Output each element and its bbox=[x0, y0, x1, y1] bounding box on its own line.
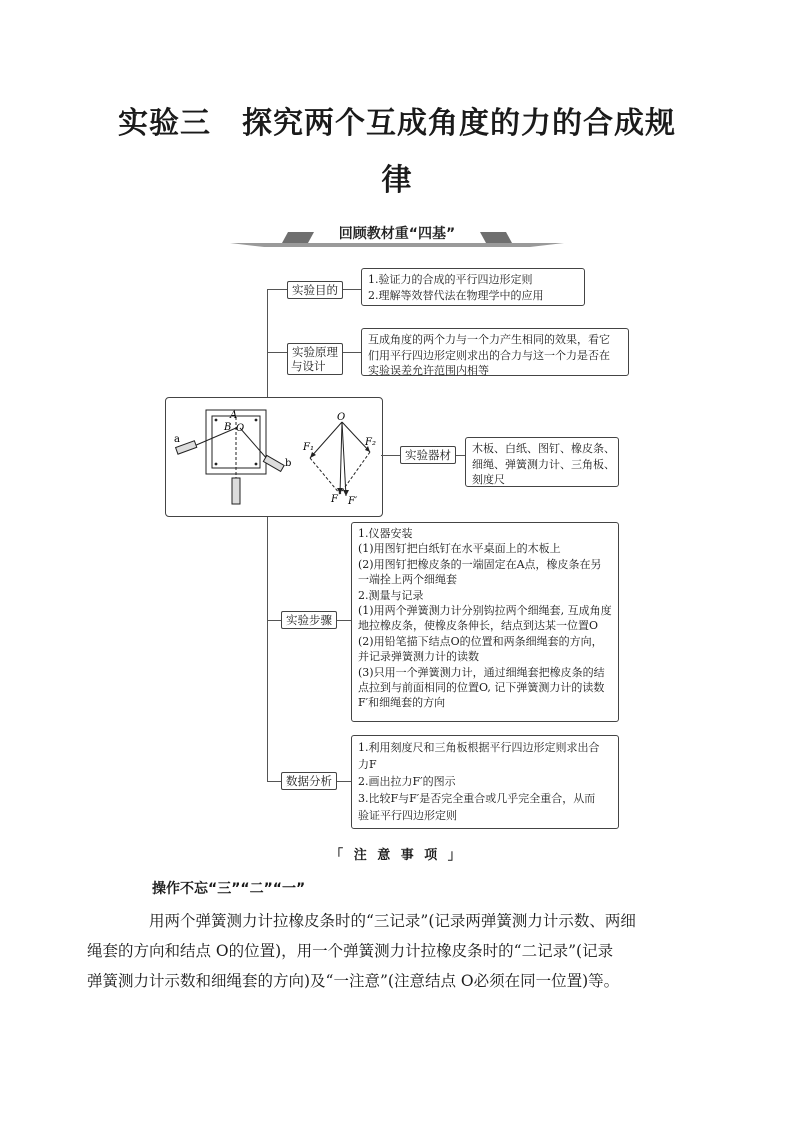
page-title-line1: 实验三 探究两个互成角度的力的合成规 bbox=[118, 106, 676, 141]
equipment-line-2: 细绳、弹簧测力计、三角板、 bbox=[472, 457, 615, 471]
purpose-line-1: 1.验证力的合成的平行四边形定则 bbox=[368, 273, 533, 286]
steps-line-5: 2.测量与记录 bbox=[358, 588, 424, 602]
steps-line-4: 一端拴上两个细绳套 bbox=[358, 573, 457, 587]
principle-line-3: 实验误差允许范围内相等 bbox=[368, 364, 489, 377]
analysis-line-2: 力F bbox=[358, 758, 377, 771]
link-steps bbox=[337, 620, 351, 621]
notes-heading: 「 注 意 事 项 」 bbox=[330, 848, 464, 863]
connector-principle bbox=[267, 352, 287, 353]
connector-steps bbox=[267, 620, 281, 621]
label-purpose: 实验目的 bbox=[287, 281, 343, 299]
label-F1: F₁ bbox=[303, 442, 314, 453]
label-A: A bbox=[230, 410, 238, 421]
connector-analysis bbox=[267, 781, 281, 782]
analysis-line-4: 3.比较F与F′是否完全重合或几乎完全重合，从而 bbox=[358, 792, 596, 805]
paragraph-line-2: 绳套的方向和结点 O的位置)，用一个弹簧测力计拉橡皮条时的“二记录”(记录 bbox=[87, 942, 614, 960]
principle-line-2: 们用平行四边形定则求出的合力与这一个力是否在 bbox=[368, 348, 610, 362]
analysis-line-3: 2.画出拉力F′的图示 bbox=[358, 775, 456, 788]
link-analysis bbox=[337, 781, 351, 782]
tree-trunk-upper bbox=[267, 289, 268, 398]
principle-label-line1: 实验原理 bbox=[292, 345, 338, 359]
steps-line-1: 1.仪器安装 bbox=[358, 527, 413, 540]
label-O: O bbox=[236, 423, 245, 434]
label-b: b bbox=[285, 458, 292, 469]
link-equipment bbox=[456, 455, 465, 456]
label-principle bbox=[287, 343, 343, 375]
box-analysis bbox=[351, 735, 619, 829]
operation-heading: 操作不忘“三”“二”“一” bbox=[152, 881, 306, 897]
steps-line-3: (2)用图钉把橡皮条的一端固定在A点，橡皮条在另 bbox=[358, 557, 602, 571]
link-principle bbox=[343, 352, 361, 353]
label-O-vector: O bbox=[337, 412, 346, 423]
box-steps bbox=[351, 522, 619, 722]
label-F-prime: F′ bbox=[348, 496, 358, 507]
steps-line-2: (1)用图钉把白纸钉在水平桌面上的木板上 bbox=[358, 542, 561, 556]
steps-line-6: (1)用两个弹簧测力计分别钩拉两个细绳套, 互成角度 bbox=[358, 604, 612, 618]
label-B: B bbox=[224, 422, 232, 433]
paragraph-line-3: 弹簧测力计示数和细绳套的方向)及“一注意”(注意结点 O必须在同一位置)等。 bbox=[87, 972, 620, 990]
principle-line-1: 互成角度的两个力与一个力产生相同的效果，看它 bbox=[368, 333, 610, 346]
label-F2: F₂ bbox=[365, 437, 376, 448]
steps-line-9: 并记录弹簧测力计的读数 bbox=[358, 650, 479, 664]
label-F: F bbox=[331, 494, 338, 505]
notes-paragraph bbox=[87, 906, 684, 996]
box-principle bbox=[361, 328, 629, 376]
page-title-line2: 律 bbox=[381, 163, 413, 198]
steps-line-7: 地拉橡皮条，使橡皮条伸长，结点到达某一位置O bbox=[358, 619, 599, 633]
label-equipment: 实验器材 bbox=[400, 446, 456, 464]
purpose-line-2: 2.理解等效替代法在物理学中的应用 bbox=[368, 288, 544, 302]
principle-label-line2: 与设计 bbox=[291, 359, 326, 373]
banner-title: 回顾教材重“四基” bbox=[338, 226, 456, 242]
steps-line-8: (2)用铅笔描下结点O的位置和两条细绳套的方向， bbox=[358, 634, 603, 648]
label-steps: 实验步骤 bbox=[281, 611, 337, 629]
analysis-line-1: 1.利用刻度尺和三角板根据平行四边形定则求出合 bbox=[358, 741, 600, 754]
analysis-line-5: 验证平行四边形定则 bbox=[358, 809, 457, 822]
label-a: a bbox=[174, 434, 180, 445]
steps-line-11: 点拉到与前面相同的位置O, 记下弹簧测力计的读数 bbox=[358, 681, 605, 695]
steps-line-12: F′和细绳套的方向 bbox=[358, 696, 446, 710]
connector-purpose bbox=[267, 289, 287, 290]
link-purpose bbox=[343, 289, 361, 290]
equipment-line-3: 刻度尺 bbox=[472, 473, 505, 486]
label-analysis: 数据分析 bbox=[281, 772, 337, 790]
apparatus-illustration bbox=[166, 398, 382, 516]
link-diagram-equipment bbox=[381, 455, 400, 456]
equipment-line-1: 木板、白纸、图钉、橡皮条、 bbox=[472, 442, 615, 455]
box-equipment bbox=[465, 437, 619, 487]
experiment-diagram bbox=[165, 397, 383, 517]
box-purpose bbox=[361, 268, 585, 306]
steps-line-10: (3)只用一个弹簧测力计，通过细绳套把橡皮条的结 bbox=[358, 665, 605, 679]
paragraph-line-1: 用两个弹簧测力计拉橡皮条时的“三记录”(记录两弹簧测力计示数、两细 bbox=[149, 912, 636, 930]
tree-trunk-lower bbox=[267, 515, 268, 781]
